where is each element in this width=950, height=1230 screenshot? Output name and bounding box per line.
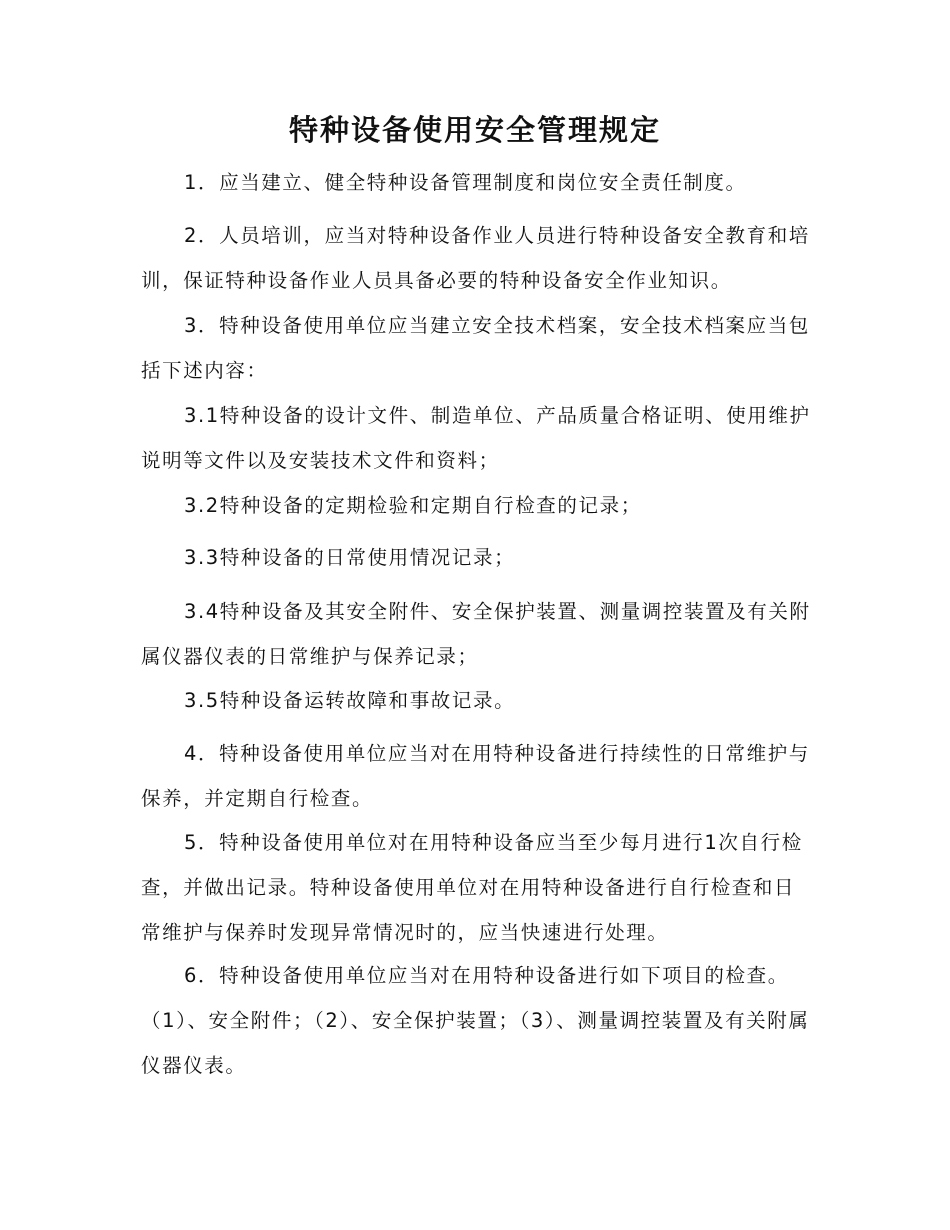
paragraph-3-2: 3.2特种设备的定期检验和定期自行检查的记录； — [184, 494, 642, 517]
paragraph-3-4: 3.4特种设备及其安全附件、安全保护装置、测量调控装置及有关附属仪器仪表的日常维护与保养记录； — [141, 600, 811, 668]
paragraph-2: 2．人员培训，应当对特种设备作业人员进行特种设备安全教育和培训，保证特种设备作业人员具备必要的特种设备安全作业知识。 — [141, 224, 810, 292]
paragraph-3-3: 3.3特种设备的日常使用情况记录； — [184, 546, 516, 569]
document-title: 特种设备使用安全管理规定 — [288, 113, 661, 147]
paragraph-6: 6．特种设备使用单位应当对在用特种设备进行如下项目的检查。（1）、安全附件；（2）、安全保护装置；（3）、测量调控装置及有关附属仪器仪表。 — [141, 964, 810, 1077]
paragraph-1: 1．应当建立、健全特种设备管理制度和岗位安全责任制度。 — [184, 171, 747, 194]
paragraph-5: 5．特种设备使用单位对在用特种设备应当至少每月进行1次自行检查，并做出记录。特种设备使用单位对在用特种设备进行自行检查和日常维护与保养时发现异常情况时的，应当快速进行处理。 — [141, 831, 803, 944]
paragraph-4: 4．特种设备使用单位应当对在用特种设备进行持续性的日常维护与保养，并定期自行检查。 — [141, 742, 810, 810]
paragraph-3-1: 3.1特种设备的设计文件、制造单位、产品质量合格证明、使用维护说明等文件以及安装技术文件和资料； — [141, 404, 811, 472]
paragraph-3: 3．特种设备使用单位应当建立安全技术档案，安全技术档案应当包括下述内容： — [141, 314, 810, 382]
paragraph-3-5: 3.5特种设备运转故障和事故记录。 — [184, 689, 516, 712]
